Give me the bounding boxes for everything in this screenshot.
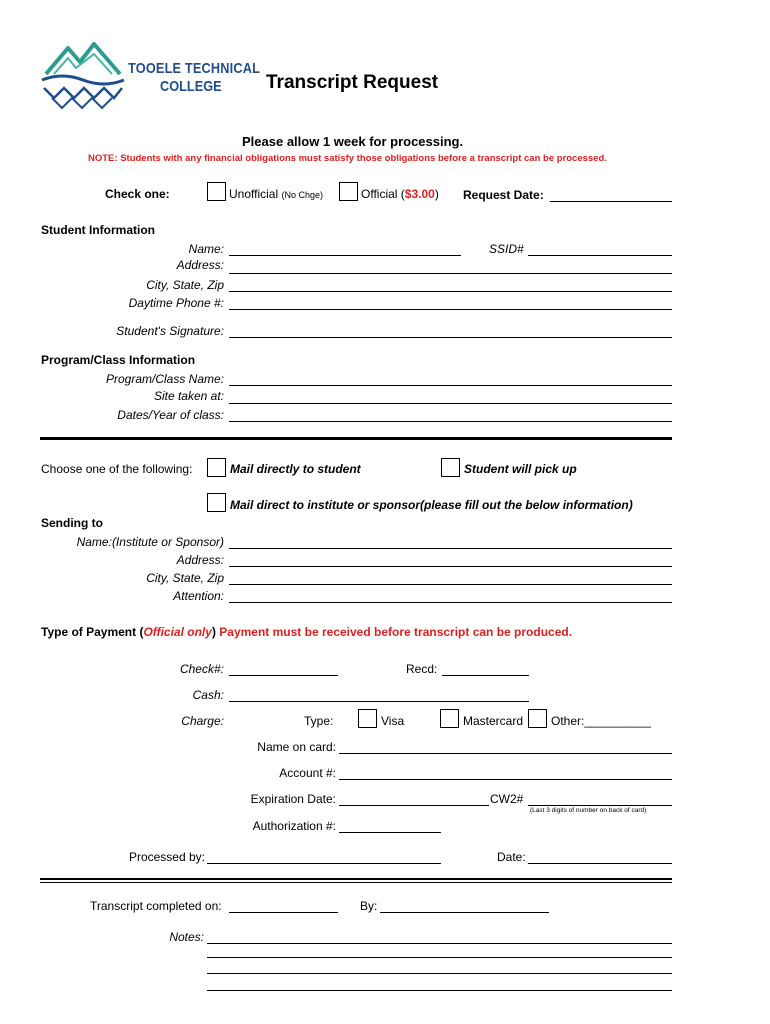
recd-field[interactable] bbox=[442, 675, 529, 676]
phone-label: Daytime Phone #: bbox=[128, 296, 224, 310]
signature-field[interactable] bbox=[229, 337, 672, 338]
official-only-note: Official only bbox=[143, 625, 212, 639]
program-name-field[interactable] bbox=[229, 385, 672, 386]
mail-institute-checkbox[interactable] bbox=[207, 493, 226, 512]
institute-address-label: Address: bbox=[176, 553, 224, 567]
date-label: Date: bbox=[497, 850, 526, 864]
visa-label: Visa bbox=[381, 714, 405, 728]
college-logo bbox=[40, 42, 261, 112]
cash-label: Cash: bbox=[192, 688, 224, 702]
authorization-label: Authorization #: bbox=[252, 819, 336, 833]
cw2-note: (Last 3 digits of number on back of card) bbox=[530, 807, 647, 814]
address-field[interactable] bbox=[229, 273, 672, 274]
office-divider-2 bbox=[40, 882, 672, 883]
name-on-card-label: Name on card: bbox=[257, 740, 336, 754]
student-info-heading: Student Information bbox=[41, 223, 155, 237]
unofficial-checkbox[interactable] bbox=[207, 182, 226, 201]
section-divider bbox=[40, 437, 672, 440]
unofficial-label: Unofficial bbox=[229, 187, 279, 201]
payment-heading-close: ) bbox=[211, 625, 216, 639]
city-label: City, State, Zip bbox=[146, 278, 224, 292]
unofficial-note: (No Chge) bbox=[281, 190, 323, 200]
unofficial-option bbox=[229, 187, 323, 201]
mastercard-label: Mastercard bbox=[463, 714, 524, 728]
mountain-wave-logo-icon bbox=[40, 42, 126, 112]
phone-field[interactable] bbox=[229, 309, 672, 310]
name-field[interactable] bbox=[229, 255, 461, 256]
attention-field[interactable] bbox=[229, 602, 672, 603]
other-checkbox[interactable] bbox=[528, 709, 547, 728]
mail-institute-label: Mail direct to institute or sponsor(please fill out the below information) bbox=[230, 498, 633, 512]
mail-student-checkbox[interactable] bbox=[207, 458, 226, 477]
by-field[interactable] bbox=[380, 912, 549, 913]
processed-by-label: Processed by: bbox=[128, 850, 205, 864]
dates-field[interactable] bbox=[229, 421, 672, 422]
visa-checkbox[interactable] bbox=[358, 709, 377, 728]
notes-label: Notes: bbox=[169, 930, 204, 944]
completed-on-label: Transcript completed on: bbox=[90, 899, 222, 913]
check-number-field[interactable] bbox=[229, 675, 338, 676]
payment-heading-text: Type of Payment ( bbox=[41, 625, 144, 639]
official-label: Official ( bbox=[361, 187, 405, 201]
office-divider bbox=[40, 878, 672, 880]
charge-label: Charge: bbox=[181, 714, 224, 728]
institute-address-field[interactable] bbox=[229, 566, 672, 567]
ssid-label: SSID# bbox=[489, 242, 524, 256]
pickup-label: Student will pick up bbox=[464, 462, 577, 476]
cash-field[interactable] bbox=[229, 701, 529, 702]
authorization-field[interactable] bbox=[339, 832, 441, 833]
institute-city-label: City, State, Zip bbox=[146, 571, 224, 585]
institute-name-field[interactable] bbox=[229, 548, 672, 549]
official-option bbox=[361, 187, 439, 201]
official-price: $3.00 bbox=[404, 187, 435, 201]
notes-line-1[interactable] bbox=[207, 943, 672, 944]
date-field[interactable] bbox=[528, 863, 672, 864]
notes-line-4[interactable] bbox=[207, 990, 672, 991]
card-type-label: Type: bbox=[304, 714, 334, 728]
institute-city-field[interactable] bbox=[229, 584, 672, 585]
payment-notice: Payment must be received before transcript can be produced. bbox=[219, 625, 573, 639]
site-label: Site taken at: bbox=[153, 389, 224, 403]
expiration-label: Expiration Date: bbox=[250, 792, 336, 806]
request-date-label: Request Date: bbox=[463, 188, 544, 202]
official-close: ) bbox=[434, 187, 439, 201]
sending-heading: Sending to bbox=[41, 516, 103, 530]
recd-label: Recd: bbox=[406, 662, 438, 676]
financial-note: NOTE: Students with any financial obligations must satisfy those obligations before a transcript can be processed. bbox=[88, 153, 607, 164]
notes-line-2[interactable] bbox=[207, 957, 672, 958]
program-name-label: Program/Class Name: bbox=[105, 372, 224, 386]
attention-label: Attention: bbox=[173, 589, 224, 603]
city-field[interactable] bbox=[229, 291, 672, 292]
other-label: Other:__________ bbox=[551, 714, 652, 728]
program-info-heading: Program/Class Information bbox=[41, 353, 196, 367]
site-field[interactable] bbox=[229, 403, 672, 404]
processed-by-field[interactable] bbox=[207, 863, 441, 864]
page-title: Transcript Request bbox=[266, 72, 439, 93]
pickup-checkbox[interactable] bbox=[441, 458, 460, 477]
mail-student-label: Mail directly to student bbox=[230, 462, 361, 476]
logo-text-line2: COLLEGE bbox=[160, 78, 222, 95]
by-label: By: bbox=[360, 899, 378, 913]
request-date-field[interactable] bbox=[550, 201, 672, 202]
name-on-card-field[interactable] bbox=[339, 753, 672, 754]
account-field[interactable] bbox=[339, 779, 672, 780]
account-label: Account #: bbox=[279, 766, 336, 780]
check-number-label: Check#: bbox=[179, 662, 224, 676]
dates-label: Dates/Year of class: bbox=[117, 408, 224, 422]
institute-name-label: Name:(Institute or Sponsor) bbox=[76, 535, 224, 549]
completed-on-field[interactable] bbox=[229, 912, 338, 913]
cw2-label: CW2# bbox=[490, 792, 524, 806]
expiration-field[interactable] bbox=[339, 805, 489, 806]
payment-heading bbox=[41, 625, 572, 639]
address-label: Address: bbox=[176, 258, 224, 272]
signature-label: Student's Signature: bbox=[116, 324, 224, 338]
logo-text-line1: TOOELE TECHNICAL bbox=[128, 60, 261, 77]
notes-line-3[interactable] bbox=[207, 973, 672, 974]
check-one-label: Check one: bbox=[105, 187, 170, 201]
mastercard-checkbox[interactable] bbox=[440, 709, 459, 728]
name-label: Name: bbox=[188, 242, 224, 256]
delivery-label: Choose one of the following: bbox=[41, 462, 193, 476]
ssid-field[interactable] bbox=[528, 255, 672, 256]
cw2-field[interactable] bbox=[528, 805, 672, 806]
official-checkbox[interactable] bbox=[339, 182, 358, 201]
processing-note: Please allow 1 week for processing. bbox=[242, 134, 464, 149]
